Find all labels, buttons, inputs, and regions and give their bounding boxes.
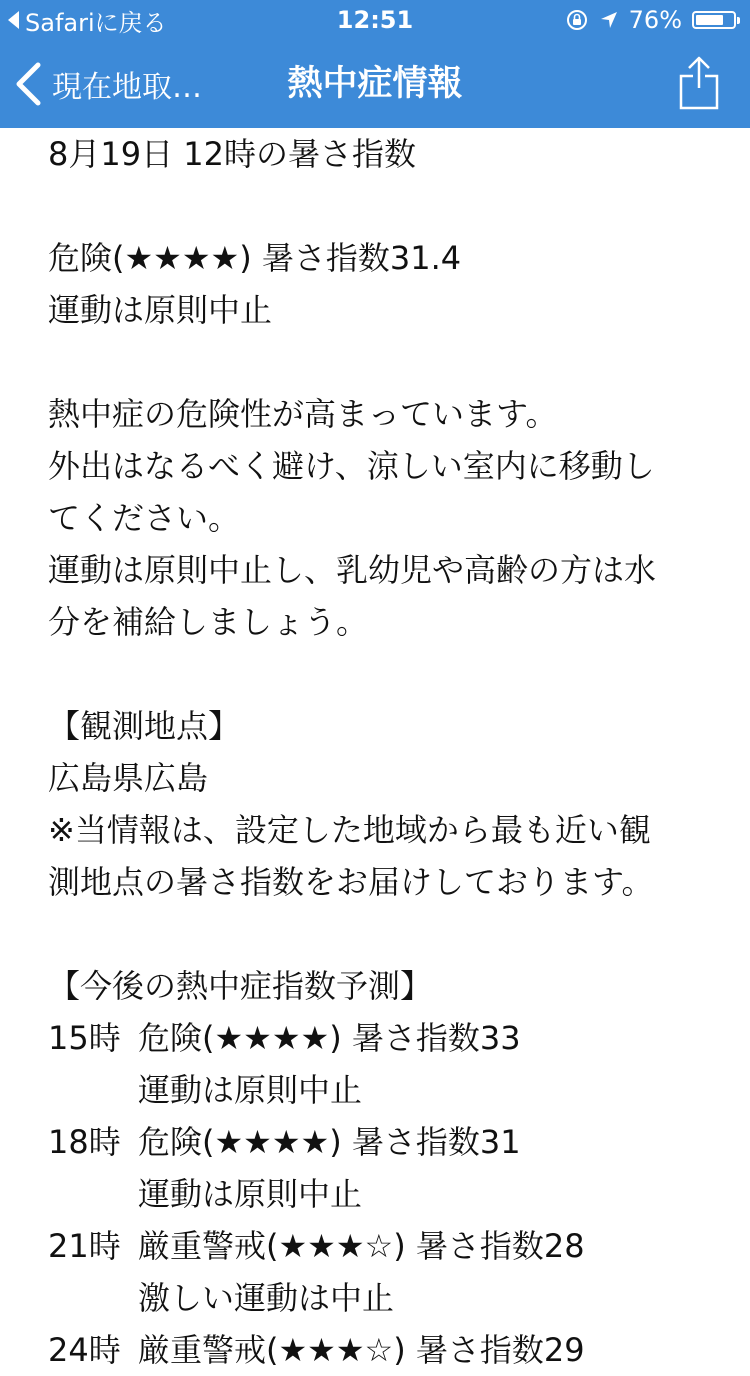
nav-bar (0, 40, 750, 128)
status-time: 12:51 (336, 6, 414, 34)
forecast-row (48, 1220, 708, 1272)
nav-back-label: 現在地取… (52, 70, 202, 105)
share-icon[interactable] (678, 56, 720, 110)
header (0, 0, 750, 128)
message-line: 熱中症の危険性が高まっています。 (48, 395, 558, 433)
station-name: 広島県広島 (48, 759, 209, 797)
station-heading: 【観測地点】 (48, 707, 241, 745)
orientation-lock-icon (565, 8, 589, 32)
forecast-row (48, 1012, 708, 1064)
forecast-summary: 厳重警戒(★★★☆) 暑さ指数28 (138, 1227, 585, 1265)
date-line: 8月19日 12時の暑さ指数 (48, 135, 416, 173)
battery-fill (696, 15, 723, 25)
back-to-safari-label: Safariに戻る (25, 8, 167, 37)
level-line: 危険(★★★★) 暑さ指数31.4 (48, 239, 462, 277)
forecast-row (48, 1116, 708, 1168)
forecast-time: 21時 (48, 1227, 121, 1265)
message-line: 分を補給しましょう。 (48, 603, 369, 641)
forecast-summary: 厳重警戒(★★★☆) 暑さ指数29 (138, 1331, 585, 1369)
forecast-advice: 運動は原則中止 (138, 1071, 363, 1109)
battery-icon (692, 11, 736, 29)
advice-line: 運動は原則中止 (48, 291, 273, 329)
forecast-advice: 激しい運動は中止 (138, 1279, 395, 1317)
battery-percent: 76% (628, 6, 682, 34)
forecast-time: 18時 (48, 1123, 121, 1161)
forecast-summary: 危険(★★★★) 暑さ指数31 (138, 1123, 521, 1161)
page-title: 熱中症情報 (287, 64, 463, 104)
station-note-line: ※当情報は、設定した地域から最も近い観 (48, 811, 651, 849)
forecast-advice: 運動は原則中止 (138, 1175, 363, 1213)
forecast-time: 15時 (48, 1019, 121, 1057)
forecast-summary: 危険(★★★★) 暑さ指数33 (138, 1019, 521, 1057)
forecast-heading: 【今後の熱中症指数予測】 (48, 967, 433, 1005)
heatstroke-content (48, 128, 708, 1376)
message-line: 外出はなるべく避け、涼しい室内に移動し (48, 447, 655, 485)
status-indicators (555, 6, 736, 34)
location-arrow-icon (599, 10, 619, 30)
status-bar (0, 0, 750, 40)
forecast-row (48, 1324, 708, 1376)
message-line: てください。 (48, 499, 241, 537)
station-note-line: 測地点の暑さ指数をお届けしております。 (48, 863, 654, 901)
message-line: 運動は原則中止し、乳幼児や高齢の方は水 (48, 551, 657, 589)
forecast-time: 24時 (48, 1331, 121, 1369)
